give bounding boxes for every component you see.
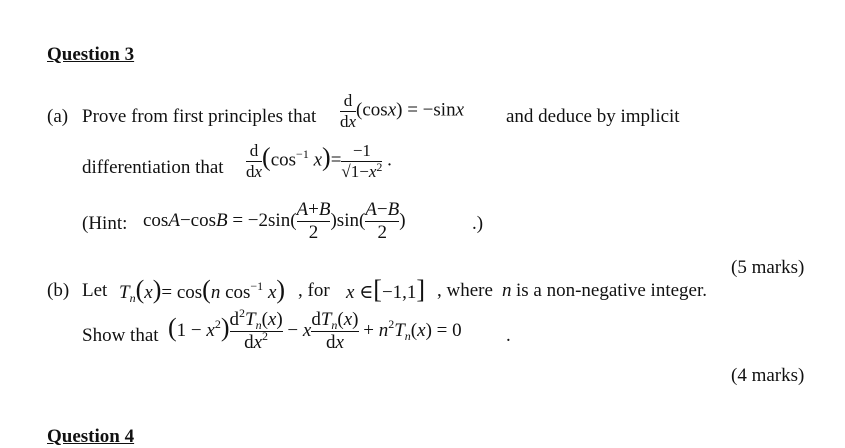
- part-a-line1-text: Prove from first principles that: [82, 106, 317, 127]
- part-a-line2-text: differentiation that: [82, 157, 224, 178]
- part-a-label: (a): [47, 106, 69, 127]
- part-b-n-variable: n: [502, 280, 512, 301]
- part-b-definition: $T_n(x)= \cos(n$ $\cos^{-1} x$): [119, 275, 286, 305]
- part-a-derivative-cos: $\frac{d}{dx}$ (cosx) = −sinx: [340, 91, 465, 131]
- part-b-differential-equation: $(1 - x^2)$ $\frac{d^2T_n(x)}{dx^2}$ − x $\frac{dT_n(x)}{dx}$ + $n^2T_n(x) = 0$: [168, 306, 462, 353]
- part-a-line1-tail: and deduce by implicit: [506, 106, 680, 127]
- part-b-end: .: [506, 325, 511, 346]
- part-b-where: , where: [437, 280, 493, 301]
- question-title: Question 3: [47, 44, 135, 65]
- part-b-for: , for: [298, 280, 330, 301]
- hint-identity: cosA−cosB = −2sin( $\frac{A+B}{2}$ )sin( $\frac{A-B}{2}$ ): [143, 199, 406, 243]
- part-b-domain: x ∈[−1,1]: [346, 275, 426, 304]
- part-b-let: Let: [82, 280, 108, 301]
- part-b-marks: (4 marks): [731, 365, 805, 386]
- hint-close: .): [472, 213, 484, 234]
- part-a-marks: (5 marks): [731, 257, 805, 278]
- part-b-label: (b): [47, 280, 70, 301]
- next-question-heading: Question 4: [47, 426, 135, 447]
- part-a-derivative-arccos: $\frac{d}{dx}$ ($\cos^{-1}$ x)= $\frac{-1}{√1-x^2}$ .: [246, 141, 392, 181]
- part-b-show: Show that: [82, 325, 159, 346]
- part-b-is-text: is a non-negative integer.: [516, 280, 707, 301]
- hint-open: (Hint:: [82, 213, 128, 234]
